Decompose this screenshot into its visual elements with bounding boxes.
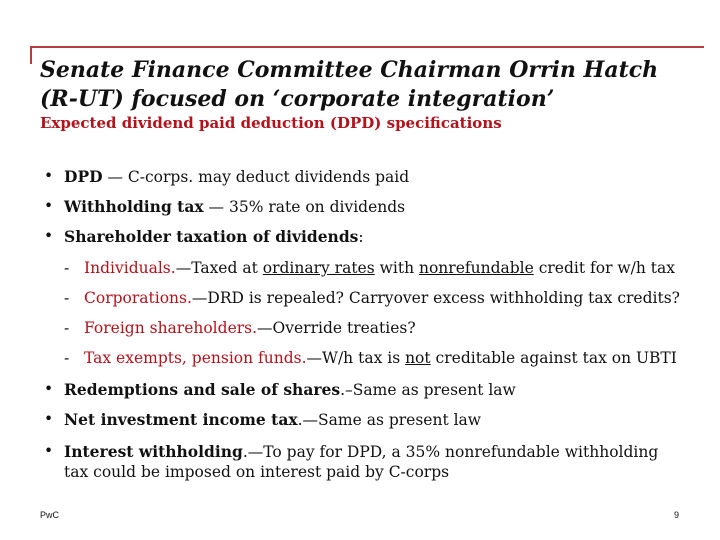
- sub-item-text: creditable against tax on UBTI: [430, 349, 677, 367]
- bullet-bold: Interest withholding: [64, 442, 243, 461]
- sub-item-text: credit for w/h tax: [533, 259, 676, 277]
- bullet-dot-icon: •: [44, 442, 54, 460]
- bullet-bold: Withholding tax: [64, 197, 204, 216]
- dash-icon: -: [64, 319, 70, 337]
- sub-item-text: —W/h tax is: [306, 349, 406, 367]
- bullet-dot-icon: •: [44, 227, 54, 245]
- bullet-text: .–Same as present law: [340, 381, 516, 399]
- sub-item-label: Tax exempts, pension funds.: [84, 349, 307, 367]
- bullet-text: — C-corps. may deduct dividends paid: [102, 168, 410, 186]
- bullet-bold: DPD: [64, 167, 103, 186]
- dash-icon: -: [64, 349, 70, 367]
- sub-item-label: Corporations.: [84, 289, 192, 307]
- sub-item-underlined: not: [405, 349, 431, 367]
- header-rule: [30, 46, 704, 48]
- bullet-dot-icon: •: [44, 380, 54, 398]
- bullet-bold: Net investment income tax: [64, 410, 298, 429]
- bullet-dot-icon: •: [44, 410, 54, 428]
- sub-item-underlined: nonrefundable: [418, 259, 534, 277]
- bullet-dot-icon: •: [44, 167, 54, 185]
- bullet-text: tax could be imposed on interest paid by C-corps: [64, 463, 450, 481]
- sub-item-underlined: ordinary rates: [262, 259, 375, 277]
- page-number: 9: [674, 510, 680, 520]
- footer-brand: PwC: [40, 510, 60, 520]
- page-title: [40, 56, 700, 114]
- title-line-1: Senate Finance Committee Chairman Orrin Hatch: [40, 57, 659, 83]
- sub-item-label: Foreign shareholders.: [84, 319, 258, 337]
- bullet-bold: Shareholder taxation of dividends: [64, 227, 359, 246]
- sub-item-text: —DRD is repealed? Carryover excess withholding tax credits?: [191, 289, 680, 307]
- sub-item-text: —Taxed at: [175, 259, 263, 277]
- page-subtitle: Expected dividend paid deduction (DPD) specifications: [40, 114, 502, 132]
- bullet-dot-icon: •: [44, 197, 54, 215]
- bullet-text: :: [358, 228, 364, 246]
- bullet-text: .—To pay for DPD, a 35% nonrefundable withholding: [242, 443, 659, 461]
- bullet-text: .—Same as present law: [297, 411, 482, 429]
- sub-item-label: Individuals.: [84, 259, 176, 277]
- sub-item-text: with: [374, 259, 419, 277]
- header-rule-tick: [30, 46, 32, 64]
- title-line-2: (R-UT) focused on ‘corporate integration’: [40, 86, 555, 112]
- dash-icon: -: [64, 289, 70, 307]
- bullet-bold: Redemptions and sale of shares: [64, 380, 341, 399]
- bullet-text: — 35% rate on dividends: [203, 198, 406, 216]
- sub-item-text: —Override treaties?: [257, 319, 416, 337]
- dash-icon: -: [64, 259, 70, 277]
